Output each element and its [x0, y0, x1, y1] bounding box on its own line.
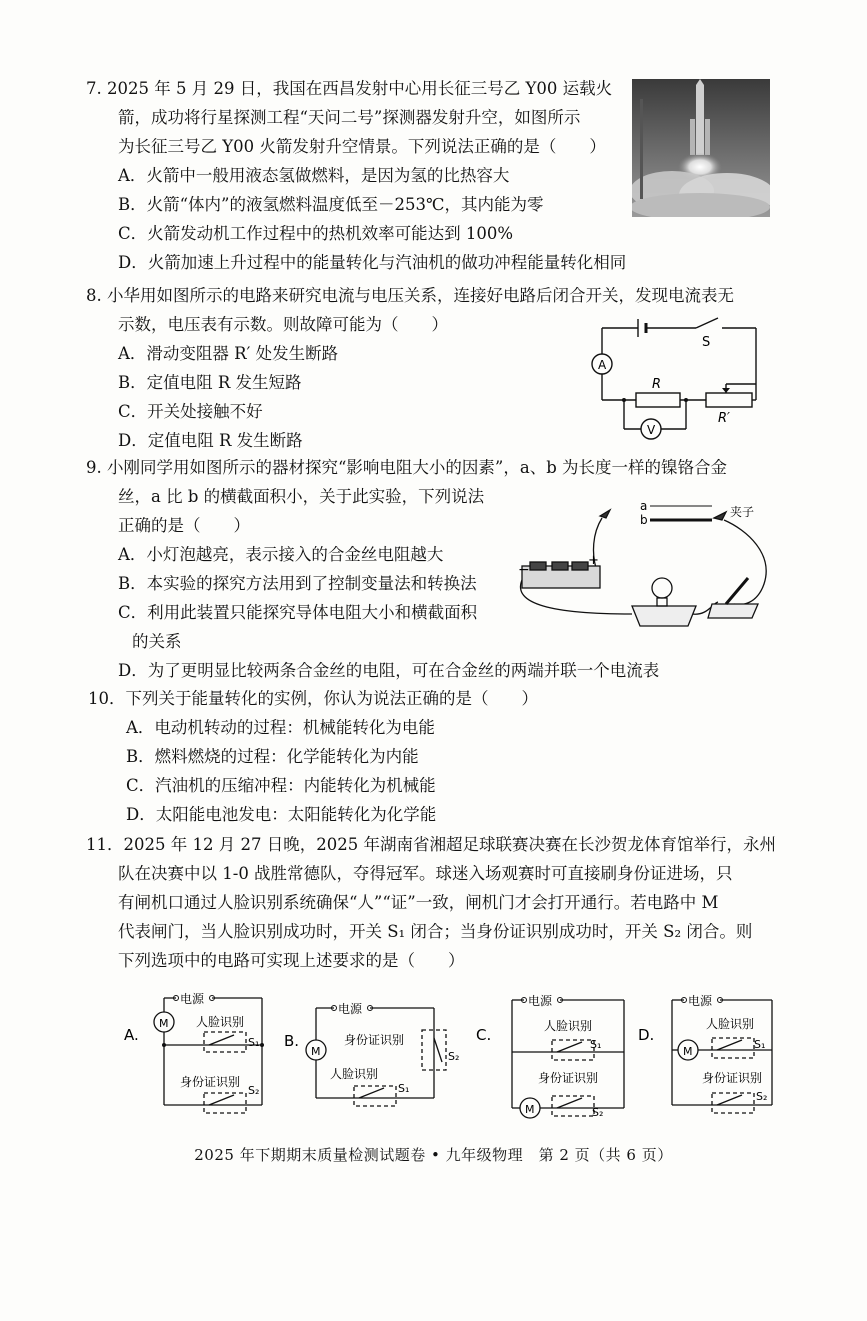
q10-option-d: D．太阳能电池发电：太阳能转化为化学能 [126, 805, 437, 824]
q11-b-face: 人脸识别 [330, 1067, 379, 1081]
q11-d-motor: M [683, 1045, 693, 1058]
q10-option-b: B．燃料燃烧的过程：化学能转化为内能 [126, 747, 419, 766]
q11-a-motor: M [159, 1017, 169, 1030]
q11-b-id: 身份证识别 [344, 1033, 405, 1047]
q11-c-motor: M [525, 1103, 535, 1116]
q9-wire-a-label: a [640, 499, 648, 513]
q10-option-c: C．汽油机的压缩冲程：内能转化为机械能 [126, 776, 436, 795]
q8-rheostat-label: R′ [718, 411, 730, 426]
q8-switch-label: S [702, 335, 711, 350]
q11-b-letter: B. [284, 1032, 300, 1050]
q8-ammeter-label: A [598, 358, 607, 372]
q11-b-s2: S₂ [448, 1050, 460, 1063]
q9-stem-line-1: 9. 小刚同学用如图所示的器材探究“影响电阻大小的因素”，a、b 为长度一样的镍铬合金 [86, 458, 728, 477]
page-footer: 2025 年下期期末质量检测试题卷 • 九年级物理 第 2 页（共 6 页） [194, 1146, 673, 1164]
q11-c-face: 人脸识别 [544, 1019, 593, 1033]
q11-c-source: 电源 [528, 994, 553, 1008]
q11-a-letter: A. [124, 1026, 139, 1044]
q11-circuit-c [476, 990, 636, 1120]
question-11 [88, 830, 776, 975]
rocket-launch-photo [632, 79, 770, 217]
q11-c-s1: S₁ [590, 1038, 602, 1051]
q11-a-s2: S₂ [248, 1084, 260, 1097]
q11-stem-line-2: 队在决赛中以 1-0 战胜常德队，夺得冠军。球迷入场观赛时可直接刷身份证进场，只 [118, 864, 733, 883]
q11-d-letter: D. [638, 1026, 655, 1044]
q8-voltmeter-label: V [647, 423, 656, 437]
question-7 [88, 74, 626, 277]
q11-stem-line-5: 下列选项中的电路可实现上述要求的是（ ） [118, 951, 465, 970]
question-10 [88, 684, 538, 829]
q7-stem-line-3: 为长征三号乙 Y00 火箭发射升空情景。下列说法正确的是（ ） [118, 137, 606, 156]
q8-stem-line-2: 示数，电压表有示数。则故障可能为（ ） [118, 315, 448, 334]
q11-b-s1: S₁ [398, 1082, 410, 1095]
q11-circuit-b [284, 998, 464, 1114]
q9-option-b: B．本实验的探究方法用到了控制变量法和转换法 [118, 574, 477, 593]
q11-b-source: 电源 [338, 1002, 363, 1016]
q8-option-b: B．定值电阻 R 发生短路 [118, 373, 302, 392]
q8-option-a: A．滑动变阻器 R′ 处发生断路 [118, 344, 339, 363]
q11-stem-line-3: 有闸机口通过人脸识别系统确保“人”“证”一致，闸机门才会打开通行。若电路中 M [118, 893, 719, 912]
q11-c-letter: C. [476, 1026, 492, 1044]
q9-stem-line-2: 丝，a 比 b 的横截面积小，关于此实验，下列说法 [118, 487, 485, 506]
q11-d-s2: S₂ [756, 1090, 768, 1103]
q7-option-b: B．火箭“体内”的液氢燃料温度低至－253℃，其内能为零 [118, 195, 544, 214]
q11-b-motor: M [311, 1045, 321, 1058]
q9-apparatus-figure [512, 494, 782, 634]
q11-circuit-a [124, 990, 274, 1115]
q9-plus-label: + [588, 553, 599, 568]
q11-c-s2: S₂ [592, 1106, 604, 1119]
q10-stem: 10．下列关于能量转化的实例，你认为说法正确的是（ ） [88, 689, 538, 708]
q11-stem-line-4: 代表闸门，当人脸识别成功时，开关 S₁ 闭合；当身份证识别成功时，开关 S₂ 闭合。则 [118, 922, 753, 941]
q10-option-a: A．电动机转动的过程：机械能转化为电能 [126, 718, 435, 737]
q11-a-s1: S₁ [248, 1036, 260, 1049]
q9-wire-b-label: b [640, 513, 648, 527]
q11-d-face: 人脸识别 [706, 1017, 755, 1031]
q7-option-c: C．火箭发动机工作过程中的热机效率可能达到 100% [118, 224, 514, 243]
q8-resistor-label: R [652, 377, 662, 392]
q7-option-d: D．火箭加速上升过程中的能量转化与汽油机的做功冲程能量转化相同 [118, 253, 627, 272]
q11-a-source: 电源 [180, 992, 205, 1006]
q11-circuit-d [636, 990, 781, 1115]
q9-minus-label: − [518, 562, 530, 578]
q8-option-d: D．定值电阻 R 发生断路 [118, 431, 303, 450]
q11-a-id: 身份证识别 [180, 1075, 241, 1089]
q11-d-id: 身份证识别 [702, 1071, 763, 1085]
q7-option-a: A．火箭中一般用液态氢做燃料，是因为氢的比热容大 [118, 166, 510, 185]
q7-stem-line-2: 箭，成功将行星探测工程“天问二号”探测器发射升空，如图所示 [118, 108, 581, 127]
q11-d-s1: S₁ [754, 1038, 766, 1051]
q9-clip-label: 夹子 [730, 505, 755, 519]
q9-option-c-cont: 的关系 [132, 632, 182, 651]
q11-stem-line-1: 11．2025 年 12 月 27 日晚，2025 年湖南省湘超足球联赛决赛在长沙贺龙体育馆举行，永州 [86, 835, 776, 854]
q8-stem-line-1: 8. 小华用如图所示的电路来研究电流与电压关系，连接好电路后闭合开关，发现电流表无 [86, 286, 734, 305]
q8-circuit-diagram [586, 314, 776, 446]
q9-option-a: A．小灯泡越亮，表示接入的合金丝电阻越大 [118, 545, 444, 564]
q11-c-id: 身份证识别 [538, 1071, 599, 1085]
q9-stem-line-3: 正确的是（ ） [118, 516, 250, 535]
q11-d-source: 电源 [688, 994, 713, 1008]
q9-option-c: C．利用此装置只能探究导体电阻大小和横截面积 [118, 603, 478, 622]
q11-a-face: 人脸识别 [196, 1015, 245, 1029]
q7-stem-line-1: 7. 2025 年 5 月 29 日，我国在西昌发射中心用长征三号乙 Y00 运载火 [86, 79, 613, 98]
q9-option-d: D．为了更明显比较两条合金丝的电阻，可在合金丝的两端并联一个电流表 [118, 661, 660, 680]
q8-option-c: C．开关处接触不好 [118, 402, 263, 421]
